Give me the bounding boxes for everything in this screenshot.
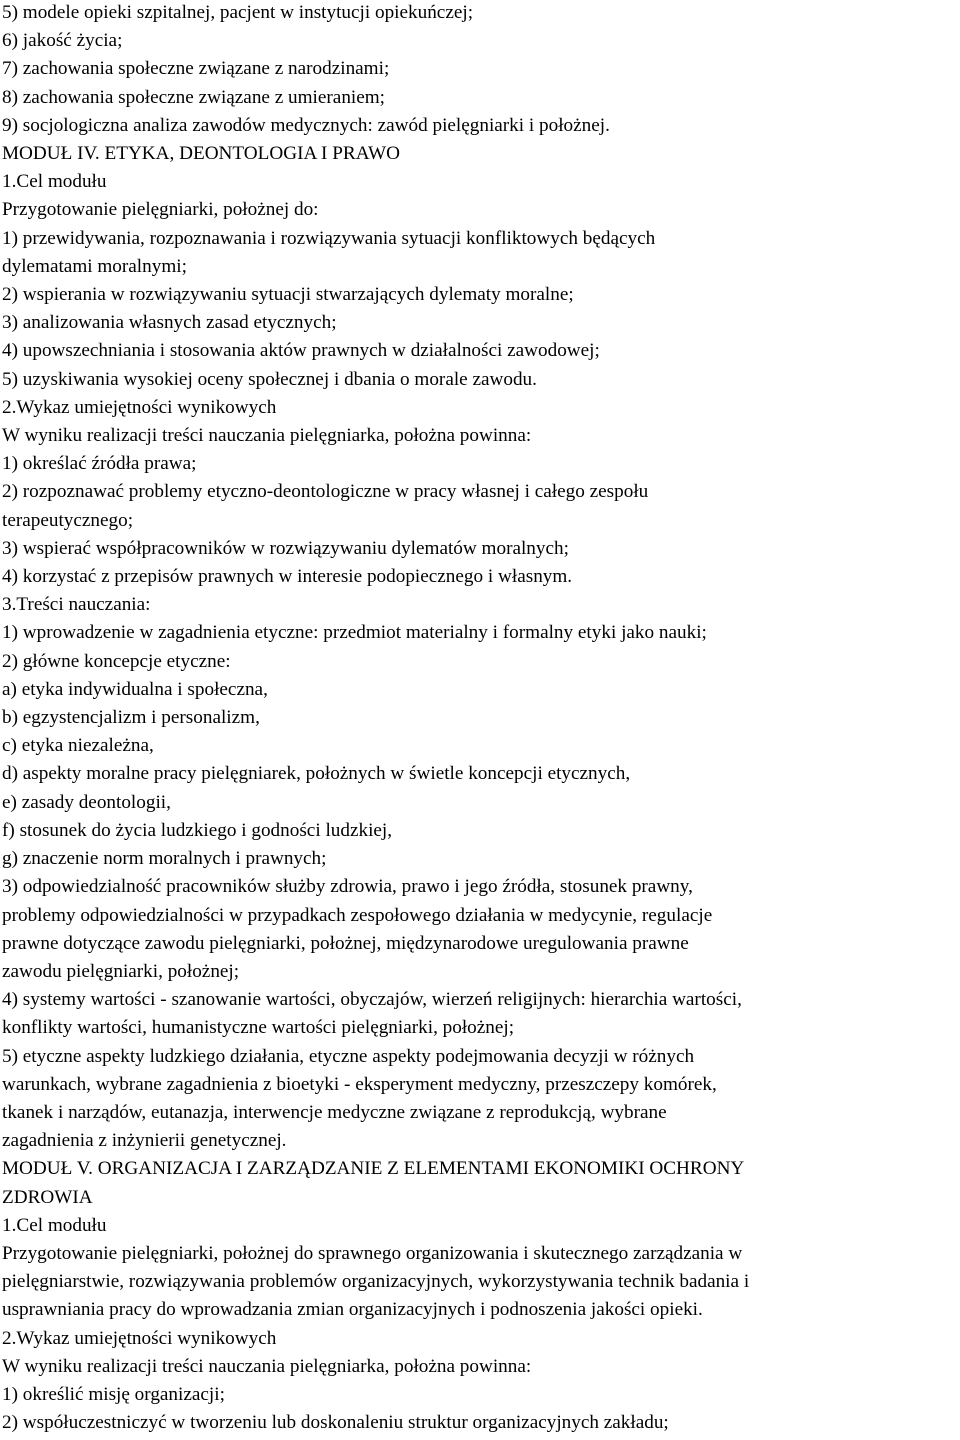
text-line: W wyniku realizacji treści nauczania pielęgniarka, położna powinna: <box>2 1355 532 1377</box>
text-line: zawodu pielęgniarki, położnej; <box>2 960 240 982</box>
text-line: W wyniku realizacji treści nauczania pielęgniarka, położna powinna: <box>2 425 532 447</box>
text-line: Przygotowanie pielęgniarki, położnej do sprawnego organizowania i skutecznego zarządzania w <box>2 1242 743 1264</box>
text-line: 4) korzystać z przepisów prawnych w interesie podopiecznego i własnym. <box>2 566 573 588</box>
text-line: 1) określić misję organizacji; <box>2 1383 225 1405</box>
text-line: 2) rozpoznawać problemy etyczno-deontologiczne w pracy własnej i całego zespołu <box>2 481 649 503</box>
text-line: g) znaczenie norm moralnych i prawnych; <box>2 848 327 870</box>
text-line: 2) wspierania w rozwiązywaniu sytuacji stwarzających dylematy moralne; <box>2 284 574 306</box>
text-line: d) aspekty moralne pracy pielęgniarek, położnych w świetle koncepcji etycznych, <box>2 763 631 785</box>
text-line: 1) określać źródła prawa; <box>2 453 197 475</box>
text-line: 5) etyczne aspekty ludzkiego działania, etyczne aspekty podejmowania decyzji w różnych <box>2 1045 695 1067</box>
text-line: a) etyka indywidualna i społeczna, <box>2 678 268 700</box>
text-line: 4) systemy wartości - szanowanie wartości, obyczajów, wierzeń religijnych: hierarchia wartości, <box>2 989 742 1011</box>
section-heading: 2.Wykaz umiejętności wynikowych <box>2 1327 277 1349</box>
text-line: 9) socjologiczna analiza zawodów medycznych: zawód pielęgniarki i położnej. <box>2 114 610 136</box>
text-line: 3) analizowania własnych zasad etycznych; <box>2 312 337 334</box>
text-line: 7) zachowania społeczne związane z narodzinami; <box>2 58 390 80</box>
text-line: usprawniania pracy do wprowadzania zmian organizacyjnych i podnoszenia jakości opieki. <box>2 1299 703 1321</box>
text-line: problemy odpowiedzialności w przypadkach zespołowego działania w medycynie, regulacje <box>2 904 713 926</box>
text-line: b) egzystencjalizm i personalizm, <box>2 707 260 729</box>
text-line: prawne dotyczące zawodu pielęgniarki, położnej, międzynarodowe uregulowania prawne <box>2 932 689 954</box>
text-line: 1) przewidywania, rozpoznawania i rozwiązywania sytuacji konfliktowych będących <box>2 227 656 249</box>
text-line: 5) uzyskiwania wysokiej oceny społecznej i dbania o morale zawodu. <box>2 368 537 390</box>
module-heading: MODUŁ V. ORGANIZACJA I ZARZĄDZANIE Z ELEMENTAMI EKONOMIKI OCHRONY <box>2 1158 745 1180</box>
text-line: pielęgniarstwie, rozwiązywania problemów organizacyjnych, wykorzystywania technik badania i <box>2 1271 750 1293</box>
text-line: 2) główne koncepcje etyczne: <box>2 650 231 672</box>
text-line: tkanek i narządów, eutanazja, interwencje medyczne związane z reprodukcją, wybrane <box>2 1101 667 1123</box>
text-line: 5) modele opieki szpitalnej, pacjent w instytucji opiekuńczej; <box>2 2 474 23</box>
text-line: c) etyka niezależna, <box>2 735 154 757</box>
text-line: 3) wspierać współpracowników w rozwiązywaniu dylematów moralnych; <box>2 537 569 559</box>
module-heading: MODUŁ IV. ETYKA, DEONTOLOGIA I PRAWO <box>2 143 400 165</box>
section-heading: 1.Cel modułu <box>2 1214 107 1236</box>
text-line: konflikty wartości, humanistyczne wartości pielęgniarki, położnej; <box>2 1017 515 1039</box>
text-line: 3) odpowiedzialność pracowników służby zdrowia, prawo i jego źródła, stosunek prawny, <box>2 876 693 898</box>
section-heading: 1.Cel modułu <box>2 171 107 193</box>
text-line: dylematami moralnymi; <box>2 255 187 277</box>
text-line: 4) upowszechniania i stosowania aktów prawnych w działalności zawodowej; <box>2 340 600 362</box>
text-line: terapeutycznego; <box>2 509 134 531</box>
text-line: 1) wprowadzenie w zagadnienia etyczne: przedmiot materialny i formalny etyki jako nauki; <box>2 622 707 644</box>
section-heading: 3.Treści nauczania: <box>2 594 151 616</box>
text-line: zagadnienia z inżynierii genetycznej. <box>2 1130 287 1152</box>
text-line: e) zasady deontologii, <box>2 791 171 813</box>
text-line: 6) jakość życia; <box>2 30 123 52</box>
text-line: 8) zachowania społeczne związane z umieraniem; <box>2 86 386 108</box>
module-heading: ZDROWIA <box>2 1186 93 1208</box>
text-line: Przygotowanie pielęgniarki, położnej do: <box>2 199 319 221</box>
text-line: warunkach, wybrane zagadnienia z bioetyki - eksperyment medyczny, przeszczepy komórek, <box>2 1073 717 1095</box>
text-line: f) stosunek do życia ludzkiego i godności ludzkiej, <box>2 819 393 841</box>
section-heading: 2.Wykaz umiejętności wynikowych <box>2 396 277 418</box>
text-line: 2) współuczestniczyć w tworzeniu lub doskonaleniu struktur organizacyjnych zakładu; <box>2 1412 669 1434</box>
